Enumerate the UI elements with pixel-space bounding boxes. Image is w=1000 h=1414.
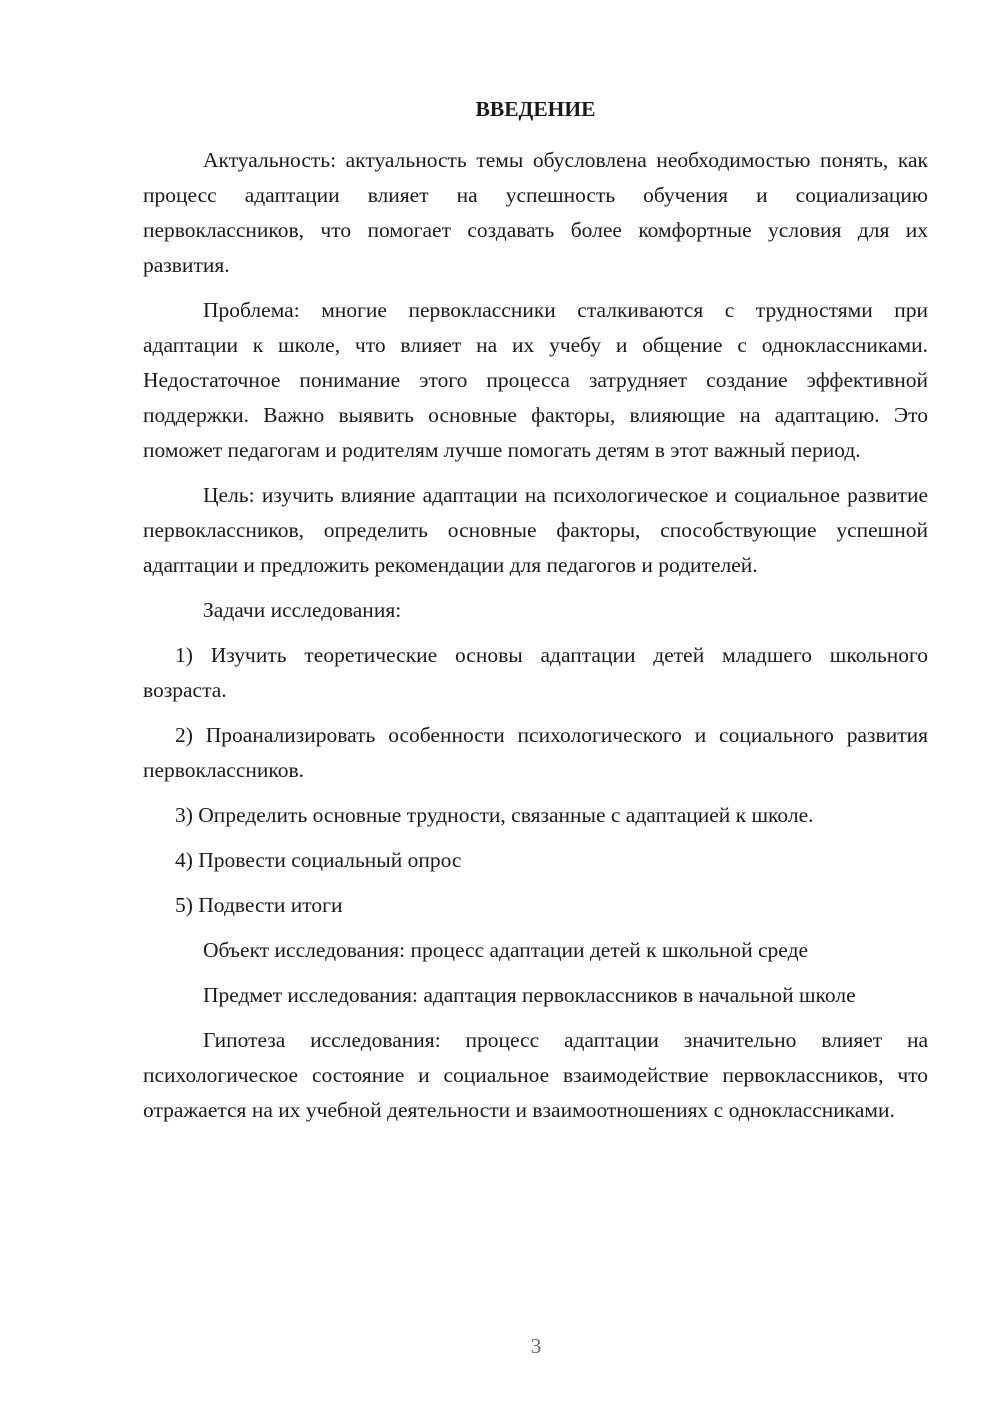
- subject-paragraph: Предмет исследования: адаптация первоклассников в начальной школе: [203, 983, 856, 1007]
- task-item: 4) Провести социальный опрос: [175, 848, 462, 872]
- tasks-heading: Задачи исследования:: [203, 598, 402, 622]
- object-paragraph: Объект исследования: процесс адаптации детей к школьной среде: [203, 938, 809, 962]
- problem-paragraph: Проблема: многие первоклассники сталкиваются с трудностями при адаптации к школе, что влияет на их учебу и общение с одноклассниками. Недостаточное понимание этого процесса затрудняет создание эффективной поддержки. Важно выявить основные факторы, влияющие на адаптацию. Это поможет педагогам и родителям лучше помогать детям в этот важный период.: [143, 298, 928, 462]
- page-number: 3: [530, 1334, 542, 1358]
- task-item: 3) Определить основные трудности, связанные с адаптацией к школе.: [175, 803, 814, 827]
- hypothesis-paragraph: Гипотеза исследования: процесс адаптации значительно влияет на психологическое состояние и социальное взаимодействие первоклассников, что отражается на их учебной деятельности и взаимоотношениях с одноклассниками.: [143, 1028, 928, 1122]
- task-item: 2) Проанализировать особенности психологического и социального развития первоклассников.: [143, 723, 928, 782]
- task-item: 5) Подвести итоги: [175, 893, 343, 917]
- relevance-paragraph: Актуальность: актуальность темы обусловлена необходимостью понять, как процесс адаптации влияет на успешность обучения и социализацию первоклассников, что помогает создавать более комфортные условия для их развития.: [143, 148, 928, 277]
- document-page: [143, 92, 928, 1138]
- task-item: 1) Изучить теоретические основы адаптации детей младшего школьного возраста.: [143, 643, 928, 702]
- section-title: ВВЕДЕНИЕ: [475, 97, 596, 121]
- goal-paragraph: Цель: изучить влияние адаптации на психологическое и социальное развитие первоклассников, определить основные факторы, способствующие успешной адаптации и предложить рекомендации для педагогов и родителей.: [143, 483, 928, 577]
